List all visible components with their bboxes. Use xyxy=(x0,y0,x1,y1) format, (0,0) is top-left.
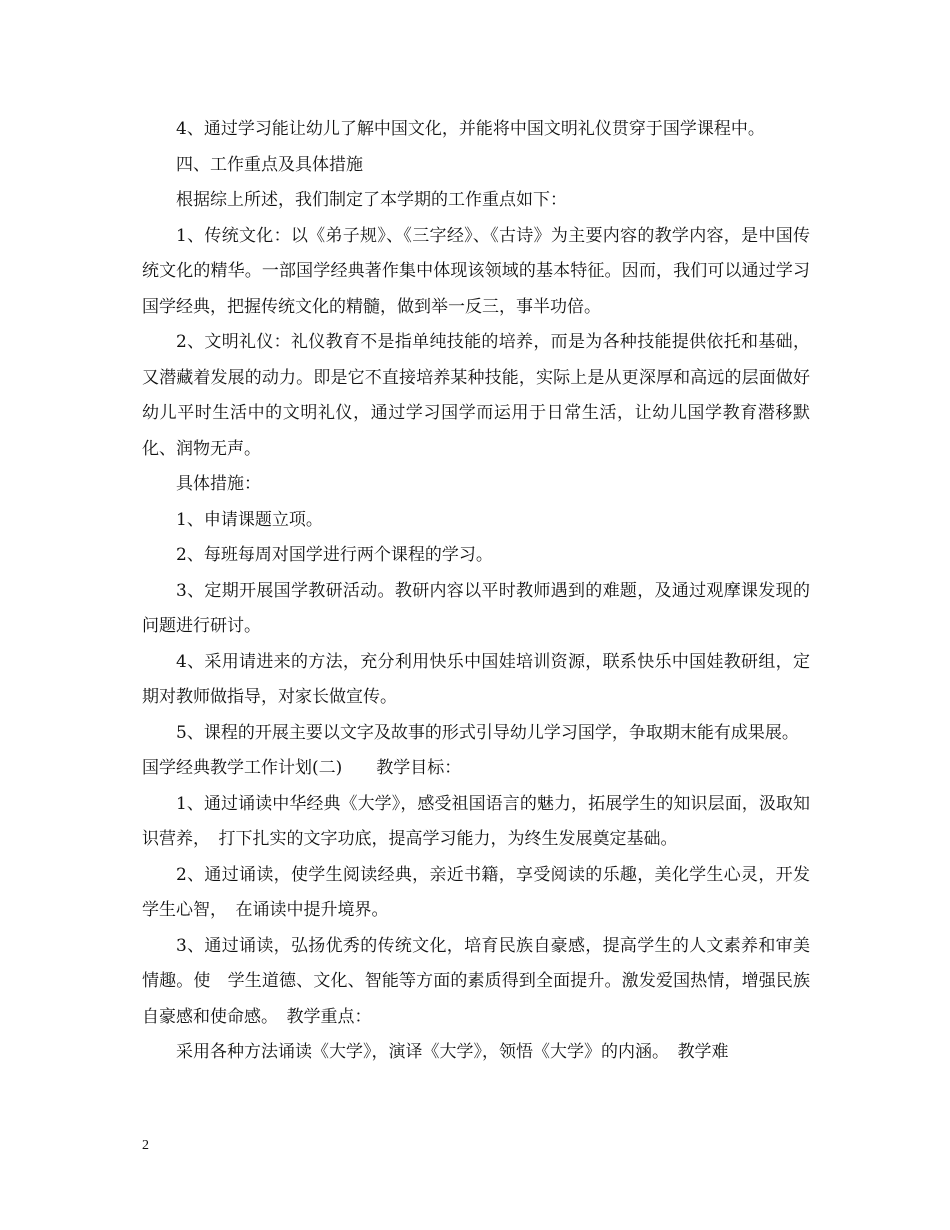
paragraph-intro: 根据综上所述，我们制定了本学期的工作重点如下： xyxy=(176,190,567,210)
paragraph-traditional-culture: 1、传统文化：以《弟子规》、《三字经》、《古诗》为主要内容的教学内容，是中国传统文化的精华。一部国学经典著作集中体现该领域的基本特征。因而，我们可以通过学习国学经典，把握传统文化的精髓，做到举一反三，事半功倍。 xyxy=(142,225,810,317)
paragraph-etiquette: 2、文明礼仪：礼仪教育不是指单纯技能的培养，而是为各种技能提供依托和基础，又潜藏着发展的动力。即是它不直接培养某种技能，实际上是从更深厚和高远的层面做好幼儿平时生活中的文明礼仪，通过学习国学而运用于日常生活，让幼儿国学教育潜移默化、润物无声。 xyxy=(142,332,810,459)
measure-item-4: 4、采用请进来的方法，充分利用快乐中国娃培训资源，联系快乐中国娃教研组，定期对教师做指导，对家长做宣传。 xyxy=(142,651,810,707)
measure-item-3: 3、定期开展国学教研活动。教研内容以平时教师遇到的难题，及通过观摩课发现的问题进行研讨。 xyxy=(142,580,810,636)
measure-item-2: 2、每班每周对国学进行两个课程的学习。 xyxy=(176,545,493,565)
page-number: 2 xyxy=(142,1138,149,1153)
plan-two-heading: 国学经典教学工作计划(二) 教学目标： xyxy=(142,758,462,778)
section-heading-work-focus: 四、工作重点及具体措施 xyxy=(176,154,363,175)
document-body xyxy=(142,112,810,1071)
teaching-goal-2: 2、通过诵读，使学生阅读经典，亲近书籍，享受阅读的乐趣，美化学生心灵，开发学生心智， 在诵读中提升境界。 xyxy=(142,864,810,920)
teaching-goal-1: 1、通过诵读中华经典《大学》，感受祖国语言的魅力，拓展学生的知识层面，汲取知识营养， 打下扎实的文字功底，提高学习能力，为终生发展奠定基础。 xyxy=(142,793,810,849)
subheading-measures: 具体措施： xyxy=(176,474,261,494)
teaching-focus-paragraph: 采用各种方法诵读《大学》，演译《大学》，领悟《大学》的内涵。 教学难 xyxy=(176,1042,729,1062)
measure-item-5: 5、课程的开展主要以文字及故事的形式引导幼儿学习国学，争取期末能有成果展。 xyxy=(176,722,799,743)
teaching-goal-3: 3、通过诵读，弘扬优秀的传统文化，培育民族自豪感，提高学生的人文素养和审美情趣。使 学生道德、文化、智能等方面的素质得到全面提升。激发爱国热情，增强民族自豪感和使命感。 教学重点： xyxy=(142,935,810,1027)
measure-item-1: 1、申请课题立项。 xyxy=(176,509,323,530)
paragraph-goal-4: 4、通过学习能让幼儿了解中国文化，并能将中国文明礼仪贯穿于国学课程中。 xyxy=(176,119,765,139)
